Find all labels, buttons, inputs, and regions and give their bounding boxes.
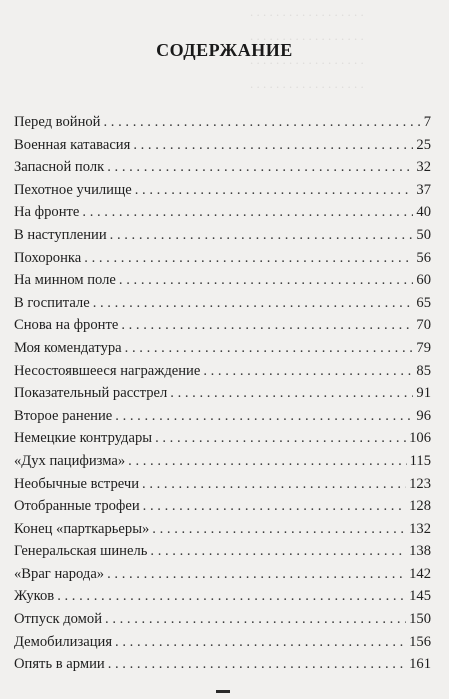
toc-entry[interactable] — [14, 495, 431, 518]
toc-entry-title: На минном поле — [14, 269, 117, 292]
toc-leader-dots — [115, 405, 413, 428]
toc-entry[interactable] — [14, 405, 431, 428]
toc-entry[interactable] — [14, 450, 431, 473]
toc-entry-page-number: 91 — [416, 385, 431, 402]
toc-entry-page-number: 128 — [409, 498, 431, 515]
toc-entry-page-number: 7 — [423, 114, 431, 130]
toc-entry[interactable] — [14, 585, 431, 608]
toc-entry-title: Перед войной — [14, 111, 102, 134]
toc-leader-dots — [108, 653, 406, 676]
toc-entry[interactable] — [14, 156, 431, 179]
page-title: СОДЕРЖАНИЕ — [156, 40, 293, 60]
toc-entry-page-number: 37 — [416, 181, 431, 198]
toc-entry[interactable] — [14, 382, 431, 405]
toc-leader-dots — [150, 540, 406, 563]
toc-entry[interactable] — [14, 201, 431, 224]
toc-entry-title: Запасной полк — [14, 156, 105, 179]
toc-entry[interactable] — [14, 179, 431, 202]
toc-entry[interactable] — [14, 337, 431, 360]
toc-entry-page-number: 79 — [416, 339, 431, 356]
toc-entry-title: Опять в армии — [14, 653, 106, 676]
toc-leader-dots — [84, 247, 413, 270]
toc-entry-page-number: 156 — [409, 633, 431, 650]
toc-entry-page-number: 138 — [409, 543, 431, 560]
bleed-line: . . . . . . . . . . . . . . . . . . — [250, 76, 364, 91]
toc-entry-title: Моя комендатура — [14, 337, 123, 360]
toc-leader-dots — [121, 314, 413, 337]
toc-leader-dots — [155, 427, 406, 450]
toc-entry-page-number: 70 — [416, 317, 431, 334]
toc-entry[interactable] — [14, 631, 431, 654]
toc-entry-title: Второе ранение — [14, 405, 113, 428]
toc-entry-title: Пехотное училище — [14, 179, 133, 202]
toc-entry-title: Отобранные трофеи — [14, 495, 141, 518]
toc-entry-page-number: 85 — [416, 362, 431, 379]
toc-leader-dots — [82, 201, 413, 224]
toc-entry-title: «Враг народа» — [14, 563, 105, 586]
toc-entry-page-number: 123 — [409, 475, 431, 492]
toc-entry[interactable] — [14, 111, 431, 134]
toc-entry[interactable] — [14, 427, 431, 450]
toc-leader-dots — [203, 360, 413, 383]
toc-entry-page-number: 150 — [409, 611, 431, 628]
toc-leader-dots — [128, 450, 407, 473]
toc-entry-title: Демобилизация — [14, 631, 113, 654]
toc-entry-title: На фронте — [14, 201, 80, 224]
toc-entry-title: В наступлении — [14, 224, 108, 247]
toc-entry[interactable] — [14, 608, 431, 631]
toc-entry[interactable] — [14, 134, 431, 157]
toc-entry-title: Несостоявшееся награждение — [14, 360, 201, 383]
bleed-line: . . . . . . . . . . . . . . . . . . — [250, 28, 364, 43]
toc-entry-title: Генеральская шинель — [14, 540, 148, 563]
toc-leader-dots — [133, 134, 413, 157]
toc-entry-page-number: 32 — [416, 159, 431, 176]
toc-entry[interactable] — [14, 292, 431, 315]
toc-leader-dots — [105, 608, 406, 631]
toc-entry-title: Снова на фронте — [14, 314, 119, 337]
toc-entry[interactable] — [14, 314, 431, 337]
toc-entry-title: Необычные встречи — [14, 473, 140, 496]
toc-entry-page-number: 60 — [416, 272, 431, 289]
toc-leader-dots — [119, 269, 413, 292]
toc-entry[interactable] — [14, 360, 431, 383]
toc-leader-dots — [142, 473, 406, 496]
toc-leader-dots — [135, 179, 414, 202]
page-folio-mark — [216, 690, 230, 693]
toc-entry-title: В госпитале — [14, 292, 91, 315]
toc-entry-page-number: 145 — [409, 588, 431, 605]
toc-leader-dots — [107, 563, 406, 586]
toc-leader-dots — [110, 224, 414, 247]
toc-entry[interactable] — [14, 653, 431, 676]
toc-entry-page-number: 96 — [416, 407, 431, 424]
toc-leader-dots — [152, 518, 406, 541]
toc-entry-page-number: 161 — [409, 656, 431, 673]
toc-leader-dots — [125, 337, 414, 360]
toc-entry-page-number: 65 — [416, 294, 431, 311]
toc-entry[interactable] — [14, 473, 431, 496]
toc-entry-page-number: 50 — [416, 226, 431, 243]
toc-entry-page-number: 106 — [409, 430, 431, 447]
toc-entry-page-number: 142 — [409, 565, 431, 582]
toc-leader-dots — [93, 292, 414, 315]
toc-leader-dots — [143, 495, 406, 518]
table-of-contents — [14, 111, 431, 676]
bleed-line: . . . . . . . . . . . . . . . . . . — [250, 52, 364, 67]
toc-leader-dots — [115, 631, 406, 654]
bleed-line: . . . . . . . . . . . . . . . . . . — [250, 4, 364, 19]
toc-leader-dots — [170, 382, 413, 405]
toc-entry-page-number: 40 — [416, 204, 431, 221]
toc-leader-dots — [104, 111, 421, 134]
toc-entry[interactable] — [14, 518, 431, 541]
toc-entry-title: Похоронка — [14, 247, 82, 270]
toc-entry-title: Немецкие контрудары — [14, 427, 153, 450]
toc-entry-page-number: 56 — [416, 249, 431, 266]
toc-entry-title: Конец «парткарьеры» — [14, 518, 150, 541]
toc-entry-page-number: 25 — [416, 136, 431, 153]
toc-entry-title: «Дух пацифизма» — [14, 450, 126, 473]
toc-entry[interactable] — [14, 269, 431, 292]
toc-entry[interactable] — [14, 224, 431, 247]
toc-entry-page-number: 115 — [409, 452, 431, 469]
toc-entry-page-number: 132 — [409, 520, 431, 537]
toc-leader-dots — [107, 156, 413, 179]
toc-entry-title: Показательный расстрел — [14, 382, 168, 405]
toc-entry-title: Военная катавасия — [14, 134, 131, 157]
toc-entry-title: Отпуск домой — [14, 608, 103, 631]
toc-leader-dots — [57, 585, 406, 608]
toc-entry-title: Жуков — [14, 585, 55, 608]
toc-entry[interactable] — [14, 540, 431, 563]
toc-entry[interactable] — [14, 563, 431, 586]
toc-entry[interactable] — [14, 247, 431, 270]
